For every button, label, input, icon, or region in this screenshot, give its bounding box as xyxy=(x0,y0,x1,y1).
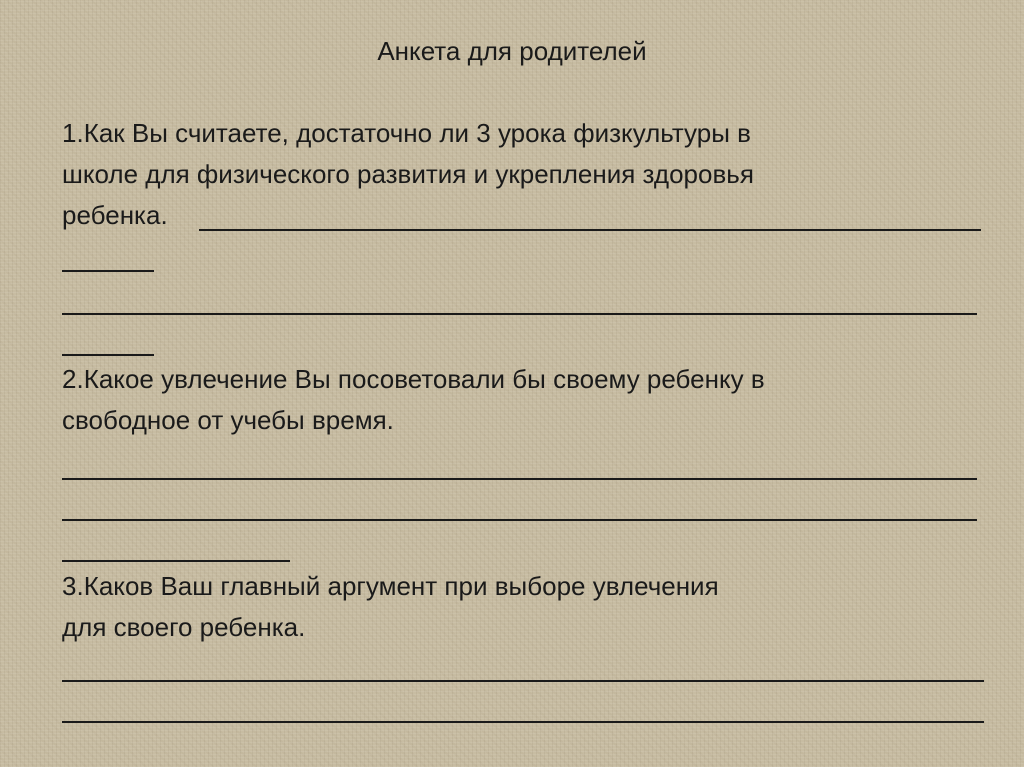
question-3-line-1 xyxy=(62,566,992,607)
question-2-number: 2. xyxy=(62,364,84,394)
question-1-line-3: ребенка. xyxy=(62,200,168,230)
question-2 xyxy=(62,359,992,441)
answer-line-3a[interactable] xyxy=(62,680,984,682)
question-2-line-2: свободное от учебы время. xyxy=(62,405,394,435)
answer-line-1d[interactable] xyxy=(62,354,154,356)
answer-line-2b[interactable] xyxy=(62,519,977,521)
question-3 xyxy=(62,566,992,648)
answer-line-1c[interactable] xyxy=(62,313,977,315)
question-2-text-1: Какое увлечение Вы посоветовали бы своему ребенку в xyxy=(83,364,765,394)
question-3-text-1: Каков Ваш главный аргумент при выборе увлечения xyxy=(83,571,719,601)
answer-line-3b[interactable] xyxy=(62,721,984,723)
answer-line-1a[interactable] xyxy=(199,229,981,231)
question-3-number: 3. xyxy=(62,571,84,601)
slide-title: Анкета для родителей xyxy=(377,36,647,66)
question-2-line-1 xyxy=(62,359,992,400)
question-1-text-1: Как Вы считаете, достаточно ли 3 урока физкультуры в xyxy=(83,118,751,148)
question-1-line-2: школе для физического развития и укрепления здоровья xyxy=(62,159,754,189)
answer-line-1b[interactable] xyxy=(62,270,154,272)
question-3-line-2: для своего ребенка. xyxy=(62,612,306,642)
answer-line-2c[interactable] xyxy=(62,560,290,562)
question-1-line-1 xyxy=(62,113,992,154)
question-1 xyxy=(62,113,992,236)
question-1-number: 1. xyxy=(62,118,84,148)
answer-line-2a[interactable] xyxy=(62,478,977,480)
